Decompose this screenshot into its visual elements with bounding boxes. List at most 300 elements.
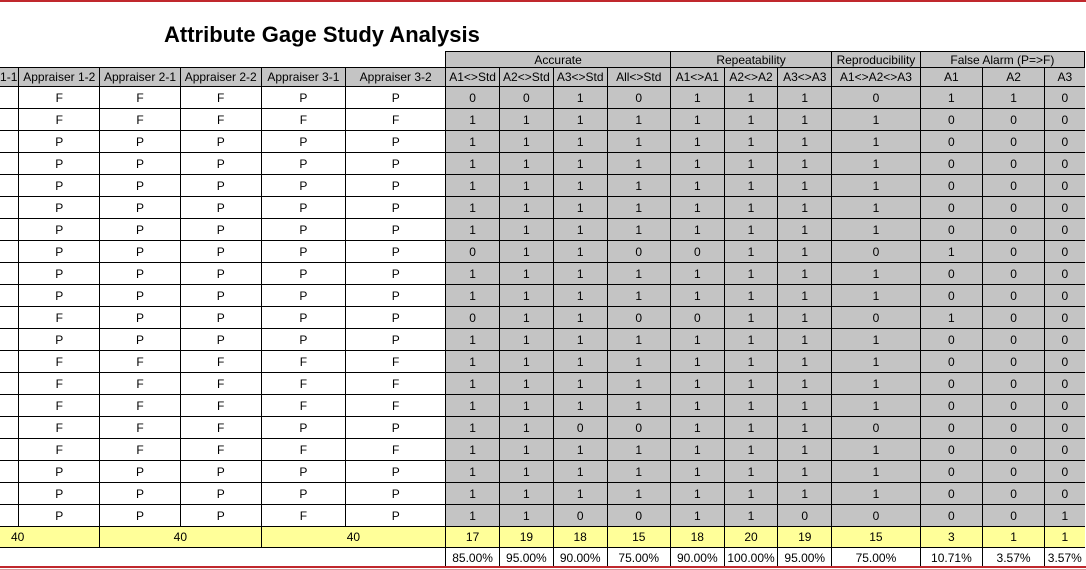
cell-appraiser-1-1[interactable] xyxy=(0,109,19,131)
cell-appraiser-1-1[interactable] xyxy=(0,241,19,263)
cell-a3-std[interactable]: 1 xyxy=(553,351,607,373)
cell-appraiser-2-1[interactable]: P xyxy=(100,175,181,197)
cell-appraiser-2-2[interactable]: P xyxy=(180,263,261,285)
cell-fa-a3[interactable]: 0 xyxy=(1045,417,1085,439)
cell-a2-a2[interactable]: 1 xyxy=(724,87,778,109)
cell-fa-a3[interactable]: 0 xyxy=(1045,175,1085,197)
cell-a2-std[interactable]: 1 xyxy=(500,329,554,351)
cell-appraiser-2-1[interactable]: P xyxy=(100,197,181,219)
cell-a2-a2[interactable]: 1 xyxy=(724,439,778,461)
cell-a1-a2-a3[interactable]: 1 xyxy=(832,219,921,241)
cell-appraiser-2-1[interactable]: F xyxy=(100,109,181,131)
cell-a3-a3[interactable]: 1 xyxy=(778,175,832,197)
cell-fa-a1[interactable]: 0 xyxy=(920,153,982,175)
cell-appraiser-3-1[interactable]: P xyxy=(261,307,346,329)
cell-a2-std[interactable]: 1 xyxy=(500,219,554,241)
cell-fa-a3[interactable]: 0 xyxy=(1045,285,1085,307)
cell-appraiser-1-1[interactable] xyxy=(0,219,19,241)
cell-all-std[interactable]: 1 xyxy=(607,131,670,153)
cell-appraiser-2-2[interactable]: P xyxy=(180,483,261,505)
cell-appraiser-3-2[interactable]: P xyxy=(346,131,446,153)
cell-appraiser-3-1[interactable]: P xyxy=(261,197,346,219)
cell-appraiser-3-2[interactable]: P xyxy=(346,153,446,175)
cell-appraiser-1-2[interactable]: P xyxy=(19,175,100,197)
cell-fa-a3[interactable]: 0 xyxy=(1045,307,1085,329)
cell-a2-std[interactable]: 1 xyxy=(500,175,554,197)
cell-appraiser-2-1[interactable]: P xyxy=(100,131,181,153)
cell-a2-a2[interactable]: 1 xyxy=(724,461,778,483)
cell-a1-std[interactable]: 1 xyxy=(446,483,500,505)
total-a1-a1[interactable]: 18 xyxy=(670,527,724,548)
cell-fa-a2[interactable]: 0 xyxy=(983,395,1045,417)
cell-appraiser-1-2[interactable]: P xyxy=(19,483,100,505)
cell-a1-a1[interactable]: 1 xyxy=(670,417,724,439)
cell-a1-a1[interactable]: 0 xyxy=(670,307,724,329)
cell-a1-a2-a3[interactable]: 1 xyxy=(832,263,921,285)
total-a2-std[interactable]: 19 xyxy=(500,527,554,548)
cell-a1-a2-a3[interactable]: 0 xyxy=(832,505,921,527)
cell-appraiser-3-1[interactable]: P xyxy=(261,417,346,439)
cell-a2-a2[interactable]: 1 xyxy=(724,153,778,175)
cell-a1-a1[interactable]: 1 xyxy=(670,351,724,373)
cell-appraiser-3-2[interactable]: F xyxy=(346,395,446,417)
cell-fa-a2[interactable]: 0 xyxy=(983,263,1045,285)
cell-a2-std[interactable]: 1 xyxy=(500,285,554,307)
total-a1-std[interactable]: 17 xyxy=(446,527,500,548)
cell-appraiser-2-2[interactable]: P xyxy=(180,329,261,351)
total-a3-a3[interactable]: 19 xyxy=(778,527,832,548)
cell-appraiser-1-1[interactable] xyxy=(0,483,19,505)
cell-appraiser-1-2[interactable]: P xyxy=(19,505,100,527)
cell-a1-std[interactable]: 1 xyxy=(446,153,500,175)
cell-appraiser-1-2[interactable]: P xyxy=(19,329,100,351)
cell-all-std[interactable]: 0 xyxy=(607,417,670,439)
cell-all-std[interactable]: 1 xyxy=(607,373,670,395)
cell-fa-a3[interactable]: 0 xyxy=(1045,329,1085,351)
cell-fa-a3[interactable]: 0 xyxy=(1045,219,1085,241)
cell-a2-std[interactable]: 1 xyxy=(500,505,554,527)
cell-a1-a2-a3[interactable]: 0 xyxy=(832,241,921,263)
cell-a3-std[interactable]: 1 xyxy=(553,395,607,417)
cell-appraiser-3-2[interactable]: P xyxy=(346,197,446,219)
cell-appraiser-3-2[interactable]: P xyxy=(346,307,446,329)
cell-fa-a2[interactable]: 0 xyxy=(983,351,1045,373)
cell-appraiser-3-2[interactable]: P xyxy=(346,87,446,109)
cell-a1-a2-a3[interactable]: 0 xyxy=(832,87,921,109)
cell-appraiser-2-1[interactable]: P xyxy=(100,329,181,351)
col-header-a1-std[interactable]: A1<>Std xyxy=(446,68,500,87)
cell-a1-a2-a3[interactable]: 0 xyxy=(832,417,921,439)
cell-appraiser-3-2[interactable]: F xyxy=(346,373,446,395)
cell-a3-std[interactable]: 1 xyxy=(553,263,607,285)
cell-a1-a1[interactable]: 1 xyxy=(670,219,724,241)
cell-a3-a3[interactable]: 1 xyxy=(778,461,832,483)
cell-appraiser-3-2[interactable]: P xyxy=(346,263,446,285)
cell-appraiser-3-1[interactable]: P xyxy=(261,175,346,197)
cell-a2-a2[interactable]: 1 xyxy=(724,131,778,153)
cell-a2-std[interactable]: 0 xyxy=(500,87,554,109)
appraiser-total-count[interactable]: 40 xyxy=(261,527,446,548)
cell-a1-a2-a3[interactable]: 1 xyxy=(832,329,921,351)
cell-appraiser-1-2[interactable]: F xyxy=(19,307,100,329)
cell-a2-std[interactable]: 1 xyxy=(500,109,554,131)
cell-appraiser-2-1[interactable]: F xyxy=(100,417,181,439)
cell-appraiser-1-2[interactable]: F xyxy=(19,439,100,461)
cell-fa-a2[interactable]: 0 xyxy=(983,175,1045,197)
cell-a2-a2[interactable]: 1 xyxy=(724,307,778,329)
cell-a1-a2-a3[interactable]: 1 xyxy=(832,373,921,395)
group-reproducibility[interactable]: Reproducibility xyxy=(832,52,921,68)
cell-a1-std[interactable]: 1 xyxy=(446,461,500,483)
cell-appraiser-1-1[interactable] xyxy=(0,263,19,285)
cell-fa-a2[interactable]: 0 xyxy=(983,131,1045,153)
cell-fa-a1[interactable]: 1 xyxy=(920,307,982,329)
cell-appraiser-3-2[interactable]: P xyxy=(346,175,446,197)
cell-fa-a3[interactable]: 0 xyxy=(1045,87,1085,109)
cell-all-std[interactable]: 1 xyxy=(607,351,670,373)
cell-a3-a3[interactable]: 1 xyxy=(778,307,832,329)
cell-a2-a2[interactable]: 1 xyxy=(724,263,778,285)
cell-appraiser-1-2[interactable]: F xyxy=(19,373,100,395)
cell-appraiser-2-2[interactable]: F xyxy=(180,373,261,395)
percent-fa-a2[interactable]: 3.57% xyxy=(983,548,1045,568)
cell-a1-std[interactable]: 1 xyxy=(446,131,500,153)
total-fa-a2[interactable]: 1 xyxy=(983,527,1045,548)
percent-a3-a3[interactable]: 95.00% xyxy=(778,548,832,568)
percent-a3-std[interactable]: 90.00% xyxy=(553,548,607,568)
cell-a1-std[interactable]: 0 xyxy=(446,87,500,109)
cell-a2-a2[interactable]: 1 xyxy=(724,483,778,505)
cell-appraiser-1-2[interactable]: P xyxy=(19,461,100,483)
cell-all-std[interactable]: 1 xyxy=(607,329,670,351)
col-header-appraiser-2-1[interactable]: Appraiser 2-1 xyxy=(100,68,181,87)
cell-fa-a2[interactable]: 0 xyxy=(983,197,1045,219)
cell-fa-a1[interactable]: 0 xyxy=(920,483,982,505)
cell-a3-std[interactable]: 1 xyxy=(553,109,607,131)
cell-appraiser-1-1[interactable] xyxy=(0,197,19,219)
cell-a3-a3[interactable]: 1 xyxy=(778,439,832,461)
cell-all-std[interactable]: 1 xyxy=(607,197,670,219)
cell-appraiser-3-2[interactable]: F xyxy=(346,439,446,461)
cell-appraiser-2-1[interactable]: P xyxy=(100,219,181,241)
cell-fa-a3[interactable]: 0 xyxy=(1045,153,1085,175)
cell-appraiser-3-2[interactable]: P xyxy=(346,329,446,351)
cell-appraiser-3-2[interactable]: P xyxy=(346,285,446,307)
cell-appraiser-1-2[interactable]: P xyxy=(19,285,100,307)
cell-appraiser-2-2[interactable]: P xyxy=(180,197,261,219)
cell-appraiser-3-2[interactable]: P xyxy=(346,219,446,241)
cell-appraiser-2-1[interactable]: P xyxy=(100,285,181,307)
cell-a3-a3[interactable]: 1 xyxy=(778,373,832,395)
appraiser-total-count[interactable]: 40 xyxy=(0,527,100,548)
cell-appraiser-3-1[interactable]: F xyxy=(261,109,346,131)
cell-a3-a3[interactable]: 1 xyxy=(778,285,832,307)
cell-appraiser-2-1[interactable]: P xyxy=(100,505,181,527)
cell-a1-a1[interactable]: 1 xyxy=(670,175,724,197)
cell-appraiser-2-1[interactable]: P xyxy=(100,483,181,505)
cell-appraiser-1-1[interactable] xyxy=(0,461,19,483)
cell-appraiser-2-1[interactable]: F xyxy=(100,351,181,373)
cell-a1-a1[interactable]: 0 xyxy=(670,241,724,263)
cell-appraiser-2-1[interactable]: P xyxy=(100,241,181,263)
cell-a3-a3[interactable]: 1 xyxy=(778,417,832,439)
cell-all-std[interactable]: 1 xyxy=(607,263,670,285)
cell-fa-a2[interactable]: 0 xyxy=(983,505,1045,527)
cell-fa-a3[interactable]: 0 xyxy=(1045,197,1085,219)
cell-appraiser-2-1[interactable]: P xyxy=(100,263,181,285)
cell-a1-std[interactable]: 1 xyxy=(446,109,500,131)
cell-fa-a1[interactable]: 0 xyxy=(920,505,982,527)
cell-fa-a3[interactable]: 0 xyxy=(1045,483,1085,505)
cell-fa-a2[interactable]: 0 xyxy=(983,329,1045,351)
cell-a3-std[interactable]: 1 xyxy=(553,285,607,307)
cell-a2-std[interactable]: 1 xyxy=(500,439,554,461)
cell-appraiser-3-2[interactable]: P xyxy=(346,483,446,505)
cell-appraiser-3-1[interactable]: F xyxy=(261,505,346,527)
cell-appraiser-2-2[interactable]: F xyxy=(180,417,261,439)
cell-a2-std[interactable]: 1 xyxy=(500,483,554,505)
cell-fa-a2[interactable]: 0 xyxy=(983,285,1045,307)
col-header-a3-a3[interactable]: A3<>A3 xyxy=(778,68,832,87)
cell-fa-a1[interactable]: 1 xyxy=(920,241,982,263)
col-header-a2-a2[interactable]: A2<>A2 xyxy=(724,68,778,87)
percent-a1-std[interactable]: 85.00% xyxy=(446,548,500,568)
cell-a3-std[interactable]: 1 xyxy=(553,197,607,219)
cell-a3-a3[interactable]: 1 xyxy=(778,329,832,351)
total-all-std[interactable]: 15 xyxy=(607,527,670,548)
cell-appraiser-2-2[interactable]: P xyxy=(180,505,261,527)
cell-appraiser-1-1[interactable] xyxy=(0,307,19,329)
cell-appraiser-1-1[interactable] xyxy=(0,329,19,351)
cell-a1-std[interactable]: 0 xyxy=(446,241,500,263)
cell-all-std[interactable]: 0 xyxy=(607,241,670,263)
col-header-all-std[interactable]: All<>Std xyxy=(607,68,670,87)
cell-fa-a1[interactable]: 0 xyxy=(920,109,982,131)
cell-a3-std[interactable]: 1 xyxy=(553,131,607,153)
cell-appraiser-3-1[interactable]: P xyxy=(261,219,346,241)
col-header-appraiser-1-2[interactable]: Appraiser 1-2 xyxy=(19,68,100,87)
cell-a3-std[interactable]: 1 xyxy=(553,241,607,263)
cell-fa-a1[interactable]: 0 xyxy=(920,351,982,373)
cell-appraiser-3-2[interactable]: P xyxy=(346,241,446,263)
cell-a2-std[interactable]: 1 xyxy=(500,263,554,285)
col-header-appraiser-2-2[interactable]: Appraiser 2-2 xyxy=(180,68,261,87)
cell-a2-a2[interactable]: 1 xyxy=(724,351,778,373)
col-header-a2-std[interactable]: A2<>Std xyxy=(500,68,554,87)
cell-a1-std[interactable]: 1 xyxy=(446,219,500,241)
percent-a1-a2-a3[interactable]: 75.00% xyxy=(832,548,921,568)
cell-a1-a2-a3[interactable]: 1 xyxy=(832,153,921,175)
cell-appraiser-1-1[interactable] xyxy=(0,373,19,395)
cell-a1-a1[interactable]: 1 xyxy=(670,395,724,417)
cell-appraiser-2-1[interactable]: F xyxy=(100,373,181,395)
cell-fa-a1[interactable]: 0 xyxy=(920,285,982,307)
cell-appraiser-2-2[interactable]: F xyxy=(180,87,261,109)
col-header-fa-a3[interactable]: A3 xyxy=(1045,68,1085,87)
cell-a1-a2-a3[interactable]: 1 xyxy=(832,175,921,197)
cell-appraiser-3-1[interactable]: P xyxy=(261,483,346,505)
cell-a1-a2-a3[interactable]: 1 xyxy=(832,109,921,131)
cell-appraiser-1-2[interactable]: P xyxy=(19,263,100,285)
cell-appraiser-3-1[interactable]: P xyxy=(261,241,346,263)
cell-a1-a1[interactable]: 1 xyxy=(670,197,724,219)
cell-fa-a3[interactable]: 0 xyxy=(1045,351,1085,373)
col-header-a3-std[interactable]: A3<>Std xyxy=(553,68,607,87)
cell-a3-a3[interactable]: 1 xyxy=(778,109,832,131)
cell-fa-a1[interactable]: 0 xyxy=(920,175,982,197)
cell-appraiser-1-1[interactable] xyxy=(0,417,19,439)
cell-appraiser-3-1[interactable]: F xyxy=(261,439,346,461)
cell-a3-a3[interactable]: 1 xyxy=(778,87,832,109)
cell-a1-std[interactable]: 1 xyxy=(446,263,500,285)
cell-appraiser-3-1[interactable]: P xyxy=(261,153,346,175)
cell-all-std[interactable]: 1 xyxy=(607,439,670,461)
cell-a2-std[interactable]: 1 xyxy=(500,461,554,483)
col-header-appraiser-1-1[interactable]: 1-1 xyxy=(0,68,19,87)
cell-appraiser-2-2[interactable]: F xyxy=(180,395,261,417)
cell-a3-std[interactable]: 1 xyxy=(553,87,607,109)
cell-appraiser-1-2[interactable]: F xyxy=(19,109,100,131)
cell-a1-a2-a3[interactable]: 1 xyxy=(832,131,921,153)
cell-fa-a3[interactable]: 1 xyxy=(1045,505,1085,527)
cell-a1-std[interactable]: 1 xyxy=(446,329,500,351)
cell-appraiser-1-1[interactable] xyxy=(0,395,19,417)
cell-appraiser-1-2[interactable]: F xyxy=(19,417,100,439)
cell-a2-std[interactable]: 1 xyxy=(500,241,554,263)
cell-a1-a1[interactable]: 1 xyxy=(670,461,724,483)
cell-a2-a2[interactable]: 1 xyxy=(724,329,778,351)
cell-a1-a1[interactable]: 1 xyxy=(670,263,724,285)
cell-a2-std[interactable]: 1 xyxy=(500,307,554,329)
group-accurate[interactable]: Accurate xyxy=(446,52,671,68)
cell-a3-a3[interactable]: 1 xyxy=(778,351,832,373)
cell-fa-a2[interactable]: 0 xyxy=(983,417,1045,439)
cell-all-std[interactable]: 1 xyxy=(607,219,670,241)
cell-a2-a2[interactable]: 1 xyxy=(724,197,778,219)
cell-appraiser-1-2[interactable]: P xyxy=(19,153,100,175)
cell-appraiser-1-2[interactable]: F xyxy=(19,87,100,109)
cell-appraiser-3-2[interactable]: P xyxy=(346,461,446,483)
cell-appraiser-2-2[interactable]: P xyxy=(180,307,261,329)
cell-appraiser-1-2[interactable]: P xyxy=(19,131,100,153)
cell-a1-a1[interactable]: 1 xyxy=(670,439,724,461)
cell-a2-a2[interactable]: 1 xyxy=(724,285,778,307)
percent-all-std[interactable]: 75.00% xyxy=(607,548,670,568)
cell-appraiser-2-2[interactable]: F xyxy=(180,351,261,373)
appraiser-total-count[interactable]: 40 xyxy=(100,527,261,548)
cell-a3-std[interactable]: 1 xyxy=(553,329,607,351)
cell-appraiser-3-1[interactable]: F xyxy=(261,373,346,395)
cell-a1-std[interactable]: 1 xyxy=(446,417,500,439)
cell-fa-a1[interactable]: 0 xyxy=(920,263,982,285)
cell-a3-std[interactable]: 0 xyxy=(553,417,607,439)
percent-a1-a1[interactable]: 90.00% xyxy=(670,548,724,568)
cell-fa-a1[interactable]: 1 xyxy=(920,87,982,109)
cell-a2-a2[interactable]: 1 xyxy=(724,505,778,527)
cell-a1-a1[interactable]: 1 xyxy=(670,373,724,395)
cell-a2-std[interactable]: 1 xyxy=(500,417,554,439)
cell-a2-std[interactable]: 1 xyxy=(500,351,554,373)
cell-appraiser-2-1[interactable]: P xyxy=(100,461,181,483)
cell-appraiser-1-2[interactable]: F xyxy=(19,395,100,417)
group-false-alarm[interactable]: False Alarm (P=>F) xyxy=(920,52,1084,68)
cell-all-std[interactable]: 1 xyxy=(607,461,670,483)
cell-a2-a2[interactable]: 1 xyxy=(724,373,778,395)
col-header-a1-a1[interactable]: A1<>A1 xyxy=(670,68,724,87)
cell-all-std[interactable]: 1 xyxy=(607,285,670,307)
cell-fa-a2[interactable]: 0 xyxy=(983,439,1045,461)
col-header-a1-a2-a3[interactable]: A1<>A2<>A3 xyxy=(832,68,921,87)
cell-a2-a2[interactable]: 1 xyxy=(724,175,778,197)
cell-appraiser-1-2[interactable]: F xyxy=(19,351,100,373)
cell-all-std[interactable]: 1 xyxy=(607,395,670,417)
total-a3-std[interactable]: 18 xyxy=(553,527,607,548)
cell-a2-a2[interactable]: 1 xyxy=(724,219,778,241)
cell-a1-a1[interactable]: 1 xyxy=(670,109,724,131)
cell-a1-a2-a3[interactable]: 1 xyxy=(832,351,921,373)
cell-appraiser-2-1[interactable]: F xyxy=(100,87,181,109)
cell-all-std[interactable]: 0 xyxy=(607,505,670,527)
cell-appraiser-3-2[interactable]: F xyxy=(346,109,446,131)
cell-a1-a1[interactable]: 1 xyxy=(670,285,724,307)
cell-appraiser-1-1[interactable] xyxy=(0,175,19,197)
cell-a1-std[interactable]: 1 xyxy=(446,197,500,219)
cell-fa-a3[interactable]: 0 xyxy=(1045,241,1085,263)
cell-fa-a3[interactable]: 0 xyxy=(1045,263,1085,285)
cell-appraiser-2-1[interactable]: F xyxy=(100,395,181,417)
cell-a1-a1[interactable]: 1 xyxy=(670,87,724,109)
cell-appraiser-2-2[interactable]: P xyxy=(180,175,261,197)
cell-a3-a3[interactable]: 1 xyxy=(778,219,832,241)
cell-appraiser-3-1[interactable]: P xyxy=(261,131,346,153)
cell-appraiser-3-1[interactable]: P xyxy=(261,285,346,307)
cell-a3-a3[interactable]: 1 xyxy=(778,395,832,417)
cell-a3-std[interactable]: 1 xyxy=(553,219,607,241)
cell-a1-a1[interactable]: 1 xyxy=(670,505,724,527)
cell-a1-std[interactable]: 1 xyxy=(446,175,500,197)
cell-appraiser-1-2[interactable]: P xyxy=(19,219,100,241)
cell-appraiser-1-1[interactable] xyxy=(0,87,19,109)
cell-appraiser-3-2[interactable]: P xyxy=(346,417,446,439)
cell-a2-std[interactable]: 1 xyxy=(500,197,554,219)
cell-all-std[interactable]: 1 xyxy=(607,483,670,505)
cell-fa-a3[interactable]: 0 xyxy=(1045,395,1085,417)
cell-all-std[interactable]: 1 xyxy=(607,175,670,197)
cell-a3-a3[interactable]: 1 xyxy=(778,197,832,219)
cell-a1-a2-a3[interactable]: 1 xyxy=(832,285,921,307)
cell-a1-std[interactable]: 1 xyxy=(446,373,500,395)
cell-appraiser-2-2[interactable]: P xyxy=(180,461,261,483)
cell-fa-a2[interactable]: 0 xyxy=(983,461,1045,483)
cell-a3-a3[interactable]: 1 xyxy=(778,131,832,153)
cell-a2-a2[interactable]: 1 xyxy=(724,417,778,439)
cell-fa-a2[interactable]: 0 xyxy=(983,307,1045,329)
cell-appraiser-3-1[interactable]: P xyxy=(261,461,346,483)
cell-appraiser-2-1[interactable]: F xyxy=(100,439,181,461)
cell-fa-a3[interactable]: 0 xyxy=(1045,439,1085,461)
cell-appraiser-3-1[interactable]: F xyxy=(261,395,346,417)
cell-appraiser-3-1[interactable]: F xyxy=(261,351,346,373)
cell-fa-a1[interactable]: 0 xyxy=(920,395,982,417)
percent-fa-a3[interactable]: 3.57% xyxy=(1045,548,1085,568)
col-header-appraiser-3-2[interactable]: Appraiser 3-2 xyxy=(346,68,446,87)
percent-a2-a2[interactable]: 100.00% xyxy=(724,548,778,568)
cell-all-std[interactable]: 1 xyxy=(607,153,670,175)
cell-a2-std[interactable]: 1 xyxy=(500,131,554,153)
cell-a3-std[interactable]: 1 xyxy=(553,175,607,197)
cell-a1-std[interactable]: 0 xyxy=(446,307,500,329)
percent-fa-a1[interactable]: 10.71% xyxy=(920,548,982,568)
